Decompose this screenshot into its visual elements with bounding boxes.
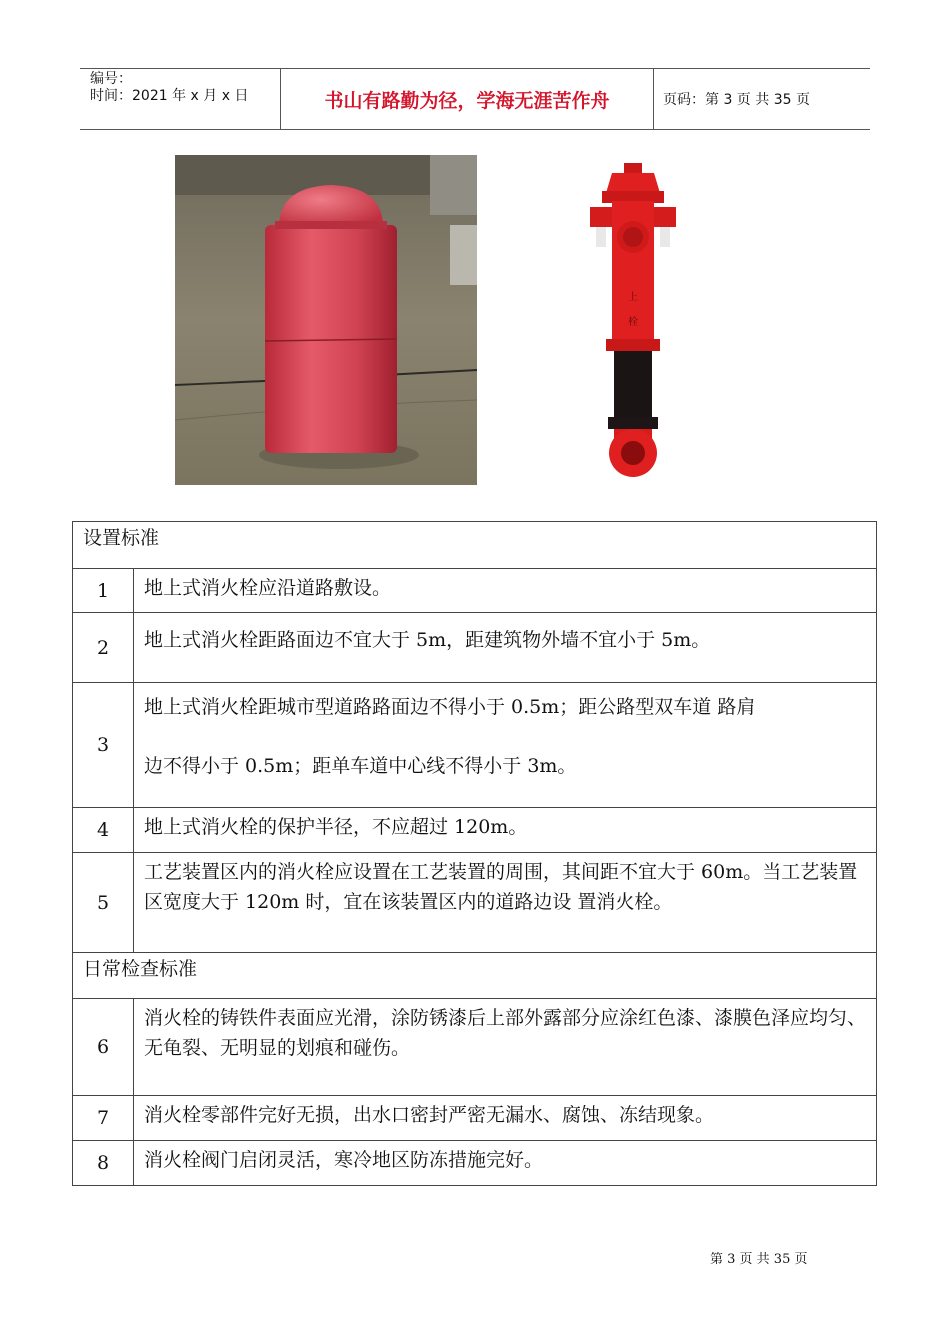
row-text: 消火栓阀门启闭灵活，寒冷地区防冻措施完好。 [134, 1141, 877, 1186]
header-meta [80, 69, 281, 129]
header-motto: 书山有路勤为径，学海无涯苦作舟 [281, 69, 654, 129]
hydrant-cover-photo [175, 155, 477, 485]
row-text-line: 地上式消火栓距城市型道路路面边不得小于 0.5m；距公路型双车道 路肩 [144, 696, 756, 718]
row-number: 2 [73, 613, 134, 683]
table-row [73, 1141, 877, 1186]
table-row [73, 613, 877, 683]
row-text [134, 683, 877, 808]
row-text: 地上式消火栓距路面边不宜大于 5m，距建筑物外墙不宜小于 5m。 [134, 613, 877, 683]
row-number: 3 [73, 683, 134, 808]
table-row [73, 1096, 877, 1141]
row-number: 1 [73, 569, 134, 613]
svg-text:栓: 栓 [628, 317, 638, 328]
row-number: 5 [73, 853, 134, 953]
table-row [73, 808, 877, 853]
row-text: 地上式消火栓应沿道路敷设。 [134, 569, 877, 613]
table-row [73, 569, 877, 613]
svg-text:上: 上 [628, 292, 638, 303]
row-text: 消火栓零部件完好无损，出水口密封严密无漏水、腐蚀、冻结现象。 [134, 1096, 877, 1141]
table-row [73, 999, 877, 1096]
row-number: 7 [73, 1096, 134, 1141]
section-title-setup: 设置标准 [73, 522, 877, 569]
row-text: 消火栓的铸铁件表面应光滑，涂防锈漆后上部外露部分应涂红色漆、漆膜色泽应均匀、无龟裂、无明显的划痕和碰伤。 [134, 999, 877, 1096]
row-text-line: 边不得小于 0.5m；距单车道中心线不得小于 3m。 [144, 755, 577, 777]
time-label: 时间：2021 年 x 月 x 日 [90, 88, 249, 104]
row-text: 地上式消火栓的保护半径，不应超过 120m。 [134, 808, 877, 853]
row-number: 6 [73, 999, 134, 1096]
header-page: 页码：第 3 页 共 35 页 [663, 92, 810, 108]
section-title-daily-check: 日常检查标准 [73, 953, 877, 999]
standards-table [72, 521, 876, 1186]
row-text: 工艺装置区内的消火栓应设置在工艺装置的周围，其间距不宜大于 60m。当工艺装置区宽度大于 120m 时，宜在该装置区内的道路边设 置消火栓。 [134, 853, 877, 953]
page-footer: 第 3 页 共 35 页 [710, 1252, 808, 1267]
table-row [73, 853, 877, 953]
number-label: 编号： [90, 71, 132, 87]
hydrant-photo [560, 155, 720, 485]
page-header [80, 68, 870, 130]
row-number: 8 [73, 1141, 134, 1186]
row-number: 4 [73, 808, 134, 853]
table-row [73, 683, 877, 808]
